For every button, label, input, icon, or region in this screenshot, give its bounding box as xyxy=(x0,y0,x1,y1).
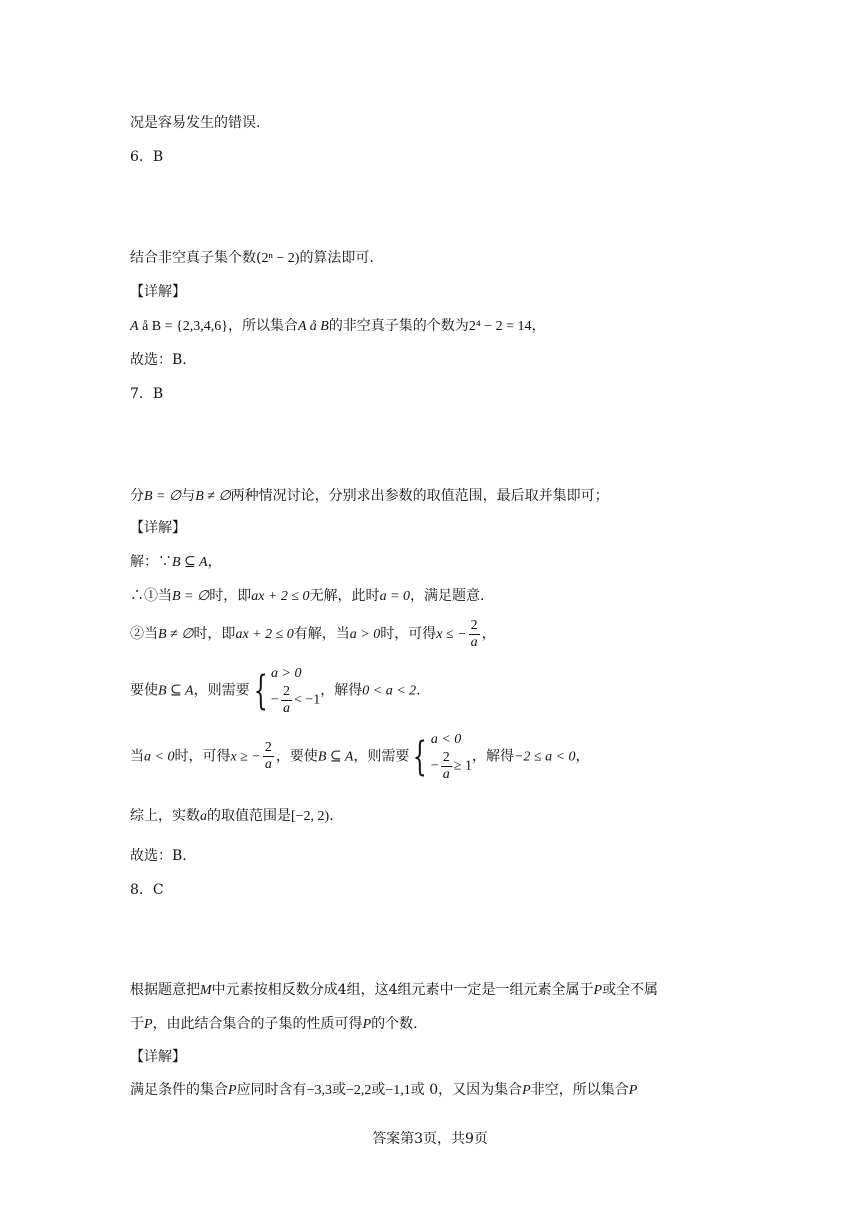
math-expr: 2⁴ − 2 = 14 xyxy=(468,319,532,334)
text: 分 xyxy=(130,488,144,504)
detail-line xyxy=(130,664,421,717)
text: ， xyxy=(575,748,590,765)
math-expr: A å B xyxy=(297,319,329,334)
fraction xyxy=(263,740,274,773)
text: 时，可得 xyxy=(174,748,231,765)
math-expr: 2ⁿ − 2) xyxy=(261,251,300,266)
question-answer-8 xyxy=(130,880,164,900)
analysis-line xyxy=(130,980,658,1001)
text: ， xyxy=(207,554,222,570)
text: 7．B xyxy=(130,386,164,402)
numerator: 2 xyxy=(264,740,272,755)
text: 6．B xyxy=(130,149,164,165)
text: 故选：B. xyxy=(130,848,187,864)
text: 满足条件的集合 xyxy=(130,1082,228,1098)
math-expr: −1,1 xyxy=(385,1083,411,1098)
text: ，由此结合集合的子集的性质可得 xyxy=(152,1016,363,1032)
numerator: 2 xyxy=(282,684,290,699)
denominator: a xyxy=(442,767,450,782)
math-expr: B = ∅ xyxy=(144,489,182,504)
inequality-system xyxy=(271,664,320,717)
text: ， xyxy=(481,626,496,642)
text: 的取值范围是 xyxy=(207,808,291,824)
text: 或 xyxy=(371,1082,386,1098)
text: ，解得 xyxy=(320,682,363,699)
text: 当 xyxy=(130,748,144,765)
math-expr: B ⊆ A xyxy=(158,683,194,699)
text: 非空，所以集合 xyxy=(530,1082,629,1098)
math-expr: a > 0 xyxy=(349,627,381,642)
text: 的非空真子集的个数为 xyxy=(328,318,469,334)
numerator: 2 xyxy=(470,617,478,633)
inequality xyxy=(431,750,472,783)
text: ，解得 xyxy=(471,748,514,765)
text: 应同时含有 xyxy=(236,1082,307,1098)
detail-line xyxy=(130,616,496,653)
math-expr: −2 ≤ a < 0 xyxy=(513,749,576,765)
fraction xyxy=(441,750,452,783)
text: 或全不属 xyxy=(602,982,659,998)
text: 【详解】 xyxy=(130,284,186,300)
detail-heading xyxy=(130,518,186,538)
text: . xyxy=(329,808,334,824)
denominator: a xyxy=(282,701,290,716)
detail-line xyxy=(130,806,334,827)
math-expr: −2,2 xyxy=(345,1083,372,1098)
analysis-line xyxy=(130,248,374,269)
text: ，所以集合 xyxy=(227,318,298,334)
denominator: a xyxy=(470,634,478,650)
text-line xyxy=(130,113,260,133)
text: ，则需要 xyxy=(353,748,410,765)
analysis-line xyxy=(130,1014,418,1035)
text: . xyxy=(416,682,421,699)
text: 结合非空真子集个数( xyxy=(130,250,262,266)
text: 要使 xyxy=(130,682,158,699)
text: ∴①当 xyxy=(130,588,172,604)
text: ②当 xyxy=(130,626,158,642)
answer-line xyxy=(130,350,187,370)
text: ，满足题意. xyxy=(410,588,485,604)
text: 的个数. xyxy=(371,1016,418,1032)
inequality-system xyxy=(431,730,472,783)
text: 时，即 xyxy=(209,588,252,604)
math-var: P xyxy=(593,983,603,998)
text: 8．C xyxy=(130,882,164,898)
text: 故选：B. xyxy=(130,352,187,368)
math-expr: ax + 2 ≤ 0 xyxy=(235,627,294,642)
numerator: 2 xyxy=(442,750,450,765)
detail-line xyxy=(130,730,590,783)
minus-sign: − xyxy=(430,758,439,774)
detail-heading xyxy=(130,1047,186,1067)
analysis-line xyxy=(130,486,609,507)
math-var: P xyxy=(522,1083,531,1098)
text: 时，即 xyxy=(193,626,236,642)
math-expr: 0 < a < 2 xyxy=(362,683,417,699)
text: 于 xyxy=(130,1016,144,1032)
text: 【详解】 xyxy=(130,520,186,536)
detail-line xyxy=(130,1080,637,1101)
text: 的算法即可. xyxy=(299,250,374,266)
text: 或 xyxy=(331,1082,346,1098)
math-expr: a < 0 xyxy=(144,749,175,765)
math-var: P xyxy=(144,1017,153,1032)
math-expr: B ⊆ A xyxy=(317,749,354,765)
question-answer-7 xyxy=(130,384,163,404)
inequality xyxy=(271,684,320,717)
text: 根据题意把 xyxy=(130,982,200,998)
math-expr: [−2, 2) xyxy=(291,809,330,824)
text: 综上，实数 xyxy=(130,808,200,824)
question-answer-6 xyxy=(130,147,163,167)
text: ，则需要 xyxy=(193,682,250,699)
math-expr: B = ∅ xyxy=(172,589,210,604)
math-expr: å B = {2,3,4,6} xyxy=(138,319,228,334)
math-expr: a = 0 xyxy=(379,589,411,604)
math-expr: ≥ 1 xyxy=(453,758,472,774)
math-expr: −3,3 xyxy=(306,1083,332,1098)
fraction xyxy=(281,684,292,717)
math-expr: < −1 xyxy=(293,692,321,708)
fraction xyxy=(469,618,480,651)
inequality: a > 0 xyxy=(271,666,302,681)
math-var: P xyxy=(228,1083,237,1098)
minus-sign: − xyxy=(271,692,279,708)
inequality: a < 0 xyxy=(430,732,462,747)
detail-line xyxy=(130,586,484,607)
math-var: M xyxy=(200,983,212,998)
text: 或 0，又因为集合 xyxy=(410,1082,523,1098)
math-expr: x ≥ − xyxy=(230,749,261,765)
math-var: a xyxy=(200,809,207,824)
math-var: A xyxy=(130,319,139,334)
left-brace: { xyxy=(253,667,268,714)
text: 况是容易发生的错误. xyxy=(130,115,261,131)
text: 时，可得 xyxy=(380,626,437,642)
text: 无解，此时 xyxy=(309,588,380,604)
math-expr: ax + 2 ≤ 0 xyxy=(251,589,310,604)
left-brace: { xyxy=(413,733,428,780)
math-var: P xyxy=(362,1017,372,1032)
math-var: P xyxy=(628,1083,638,1098)
math-expr: B ⊆ A xyxy=(172,555,208,570)
text: 中元素按相反数分成4组，这4组元素中一定是一组元素全属于 xyxy=(211,982,594,998)
detail-line xyxy=(130,316,545,337)
math-expr: x ≤ − xyxy=(436,627,467,642)
text: ， xyxy=(531,318,546,334)
detail-line xyxy=(130,552,222,573)
math-expr: B ≠ ∅ xyxy=(195,489,231,504)
answer-line xyxy=(130,846,187,866)
text: 解：∵ xyxy=(130,554,172,570)
text: 两种情况讨论，分别求出参数的取值范围，最后取并集即可； xyxy=(230,488,609,504)
text: 与 xyxy=(181,488,196,504)
detail-heading xyxy=(130,282,186,302)
denominator: a xyxy=(264,757,272,772)
text: 【详解】 xyxy=(130,1049,186,1065)
page-footer: 答案第3页，共9页 xyxy=(372,1131,488,1147)
math-expr: B ≠ ∅ xyxy=(158,627,194,642)
text: 有解，当 xyxy=(293,626,350,642)
text: ，要使 xyxy=(275,748,318,765)
